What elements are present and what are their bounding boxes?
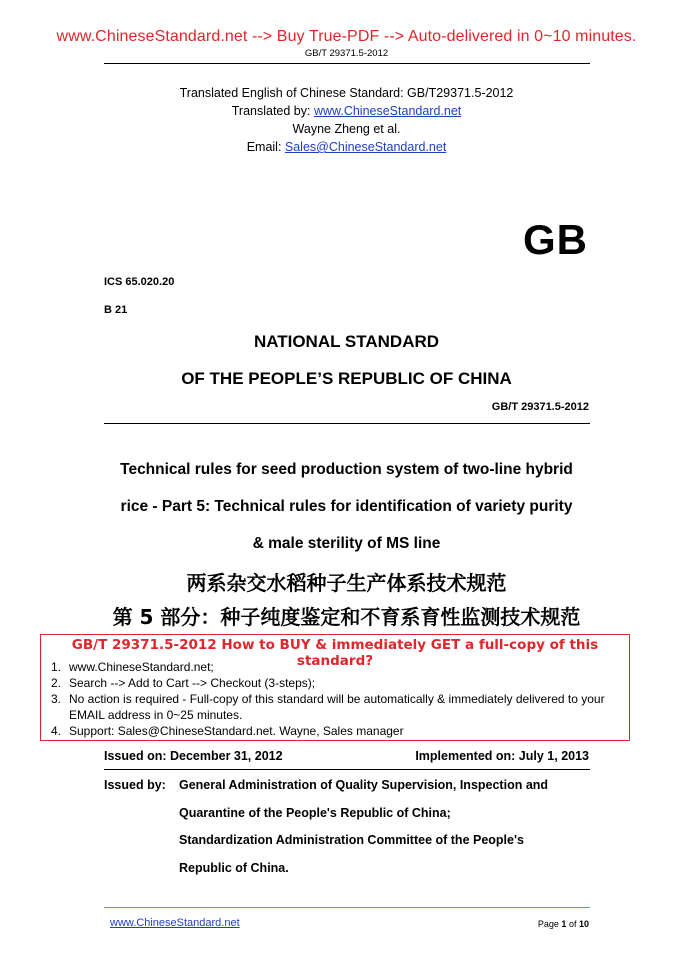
ics-code: ICS 65.020.20 bbox=[104, 276, 175, 288]
translation-line: Translated English of Chinese Standard: GB/T29371.5-2012 bbox=[179, 86, 514, 100]
email-label: Email: bbox=[246, 140, 285, 154]
purchase-step[interactable] bbox=[41, 723, 629, 739]
chinese-title-line-1: 两系杂交水稻种子生产体系技术规范 bbox=[186, 571, 507, 595]
purchase-heading[interactable]: GB/T 29371.5-2012 How to BUY & immediately GET a full-copy of this standard? bbox=[71, 637, 599, 669]
english-title-line-1: Technical rules for seed production system of two-line hybrid bbox=[120, 461, 573, 478]
issuer-2-line-2: Republic of China. bbox=[179, 861, 289, 875]
purchase-info-box bbox=[40, 634, 630, 741]
step-number: 2. bbox=[51, 676, 62, 690]
step-number: 3. bbox=[51, 692, 62, 706]
translated-by bbox=[0, 104, 693, 118]
footer-site-link[interactable]: www.ChineseStandard.net bbox=[110, 917, 240, 929]
header-divider bbox=[104, 63, 590, 64]
translator-name: Wayne Zheng et al. bbox=[292, 122, 401, 136]
issued-on-date: Issued on: December 31, 2012 bbox=[104, 749, 283, 763]
email-link[interactable]: Sales@ChineseStandard.net bbox=[284, 140, 447, 154]
step-number: 4. bbox=[51, 724, 62, 738]
purchase-step[interactable] bbox=[41, 659, 629, 675]
step-text: Search --> Add to Cart --> Checkout (3-steps); bbox=[69, 676, 316, 690]
english-title-line-3: & male sterility of MS line bbox=[252, 535, 441, 552]
purchase-step bbox=[41, 675, 629, 691]
issuer-1-line-2: Quarantine of the People's Republic of China; bbox=[179, 806, 451, 820]
national-standard-title: NATIONAL STANDARD bbox=[253, 332, 440, 351]
page-indicator bbox=[538, 919, 589, 929]
step-text: Support: Sales@ChineseStandard.net. Wayne, Sales manager bbox=[69, 724, 404, 738]
footer-divider bbox=[104, 907, 590, 908]
title-divider bbox=[104, 423, 590, 424]
header-standard-code: GB/T 29371.5-2012 bbox=[304, 48, 389, 59]
english-title-line-2: rice - Part 5: Technical rules for identification of variety purity bbox=[120, 498, 573, 515]
issued-by-label: Issued by: bbox=[104, 778, 166, 792]
purchase-step bbox=[41, 691, 629, 723]
purchase-steps bbox=[41, 659, 629, 739]
gb-logo: GB bbox=[523, 216, 588, 263]
step-number: 1. bbox=[51, 660, 62, 674]
issuer-1-line-1: General Administration of Quality Supervision, Inspection and bbox=[179, 778, 549, 792]
page-label: Page bbox=[537, 919, 559, 929]
top-banner[interactable]: www.ChineseStandard.net --> Buy True-PDF --> Auto-delivered in 0~10 minutes. bbox=[56, 28, 637, 45]
issuer-2-line-1: Standardization Administration Committee of the People's bbox=[179, 833, 524, 847]
page-of: of bbox=[568, 919, 577, 929]
page-total: 10 bbox=[578, 919, 589, 929]
implemented-on-date: Implemented on: July 1, 2013 bbox=[415, 749, 589, 763]
standard-number: GB/T 29371.5-2012 bbox=[491, 401, 589, 413]
chinese-title-line-2: 第 5 部分：种子纯度鉴定和不育系育性监测技术规范 bbox=[112, 605, 581, 629]
republic-title: OF THE PEOPLE’S REPUBLIC OF CHINA bbox=[181, 369, 512, 388]
translator-email bbox=[0, 140, 693, 154]
translator-site-link[interactable]: www.ChineseStandard.net bbox=[313, 104, 462, 118]
step-text: No action is required - Full-copy of this standard will be automatically & immediately delivered to your EMAIL address in 0~25 minutes. bbox=[69, 692, 605, 722]
classification-code: B 21 bbox=[104, 304, 128, 316]
translated-by-label: Translated by: bbox=[231, 104, 314, 118]
issue-divider bbox=[104, 769, 590, 770]
step-text: www.ChineseStandard.net; bbox=[69, 660, 214, 674]
page-current: 1 bbox=[561, 919, 567, 929]
